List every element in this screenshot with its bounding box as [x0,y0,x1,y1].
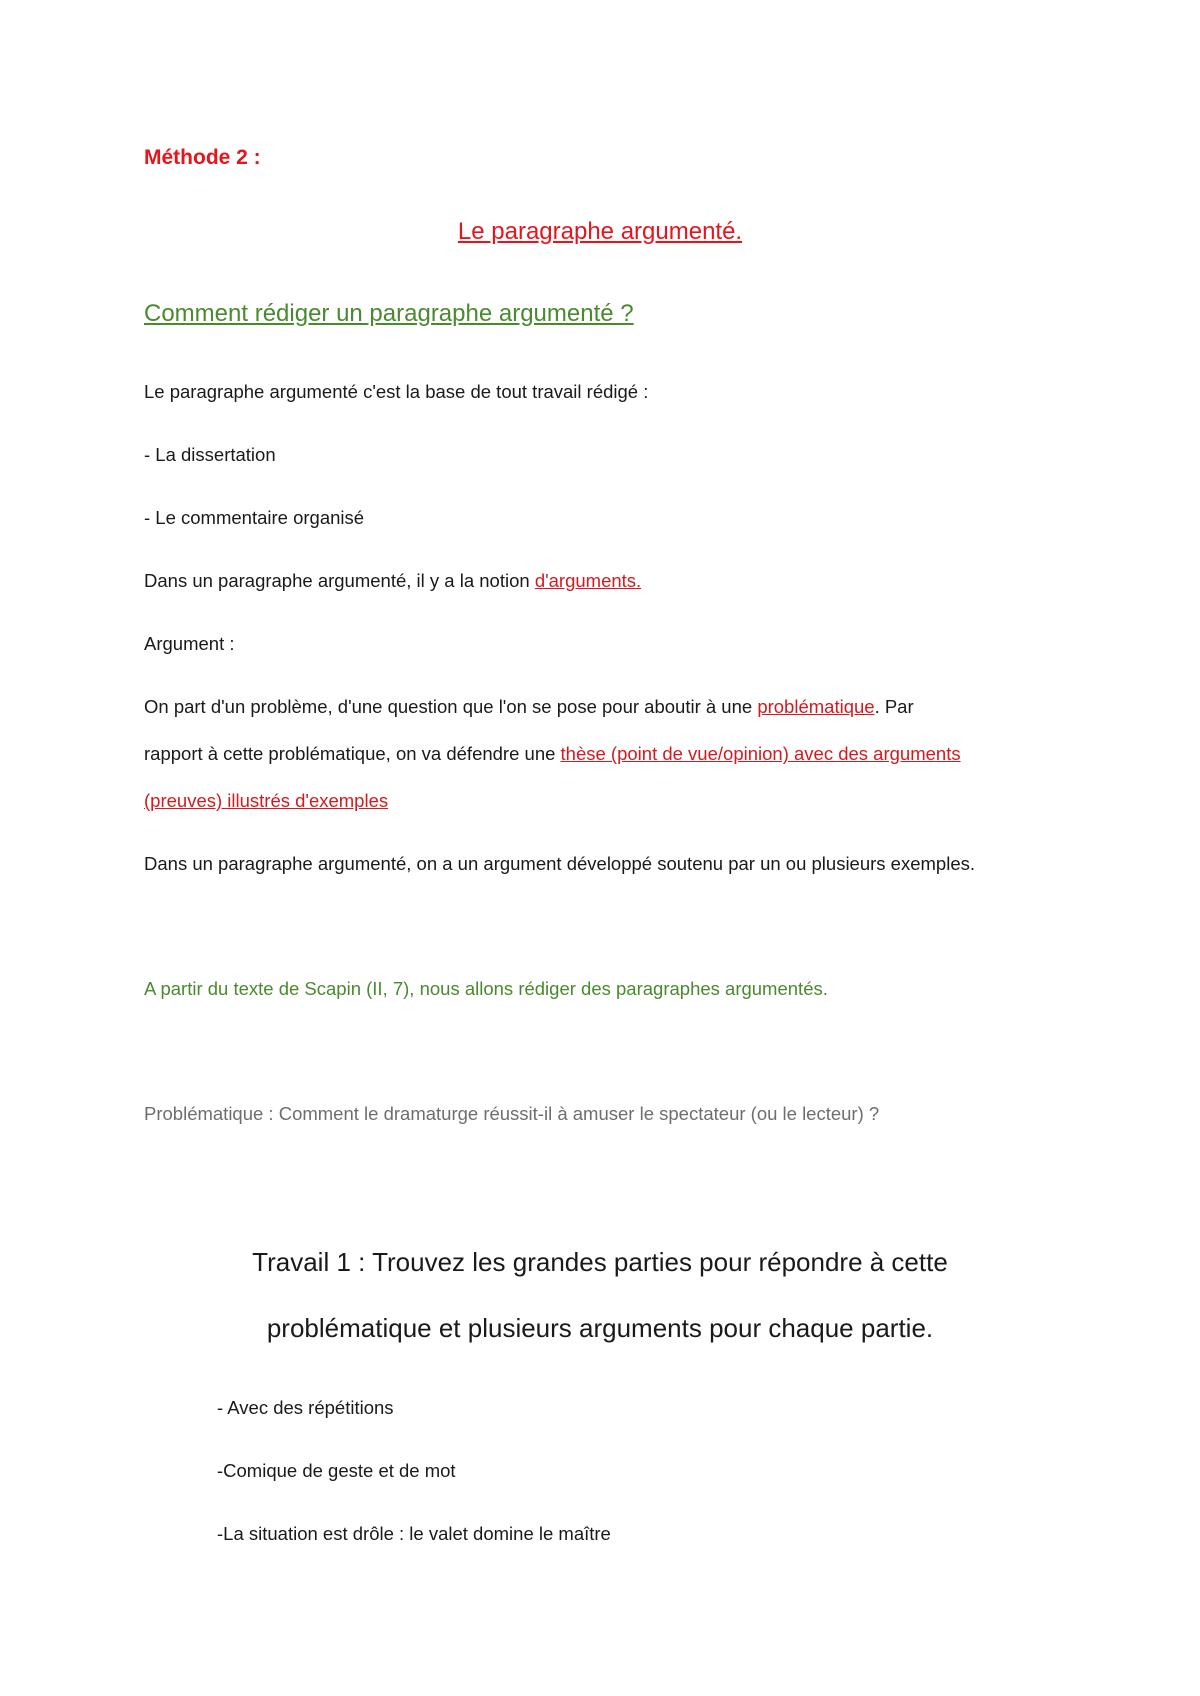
argument-text: . Par [874,696,914,717]
problematique-highlight: problématique [757,696,875,717]
list-item: -La situation est drôle : le valet domine le maître [217,1523,611,1544]
travail-title-line-1: Travail 1 : Trouvez les grandes parties pour répondre à cette [252,1247,948,1277]
list-item: -Comique de geste et de mot [217,1460,456,1481]
method-label: Méthode 2 : [144,146,261,169]
document-title: Le paragraphe argumenté. [457,218,743,245]
argument-label: Argument : [144,633,235,654]
list-item: - La dissertation [144,444,276,465]
preuves-highlight: (preuves) illustrés d'exemples [144,790,389,811]
argument-line-3 [144,789,388,813]
notion-text: Dans un paragraphe argumenté, il y a la notion [144,570,535,591]
list-item: - Avec des répétitions [217,1397,394,1418]
argument-text: On part d'un problème, d'une question que l'on se pose pour aboutir à une [144,696,758,717]
problematique-line: Problématique : Comment le dramaturge réussit-il à amuser le spectateur (ou le lecteur) ? [144,1103,880,1124]
travail-title-line-2: problématique et plusieurs arguments pour chaque partie. [266,1313,934,1343]
summary-paragraph: Dans un paragraphe argumenté, on a un argument développé soutenu par un ou plusieurs exemples. [144,853,976,874]
section-heading: Comment rédiger un paragraphe argumenté ? [144,300,634,327]
these-highlight: thèse (point de vue/opinion) avec des arguments [560,743,961,764]
argument-text: rapport à cette problématique, on va défendre une [144,743,561,764]
scapin-intro: A partir du texte de Scapin (II, 7), nous allons rédiger des paragraphes argumentés. [144,978,828,999]
notion-highlight: d'arguments. [534,570,642,591]
argument-line-2 [144,742,961,766]
list-item: - Le commentaire organisé [144,507,365,528]
argument-line-1 [144,695,914,719]
intro-paragraph: Le paragraphe argumenté c'est la base de tout travail rédigé : [144,381,649,402]
notion-paragraph [144,569,641,593]
